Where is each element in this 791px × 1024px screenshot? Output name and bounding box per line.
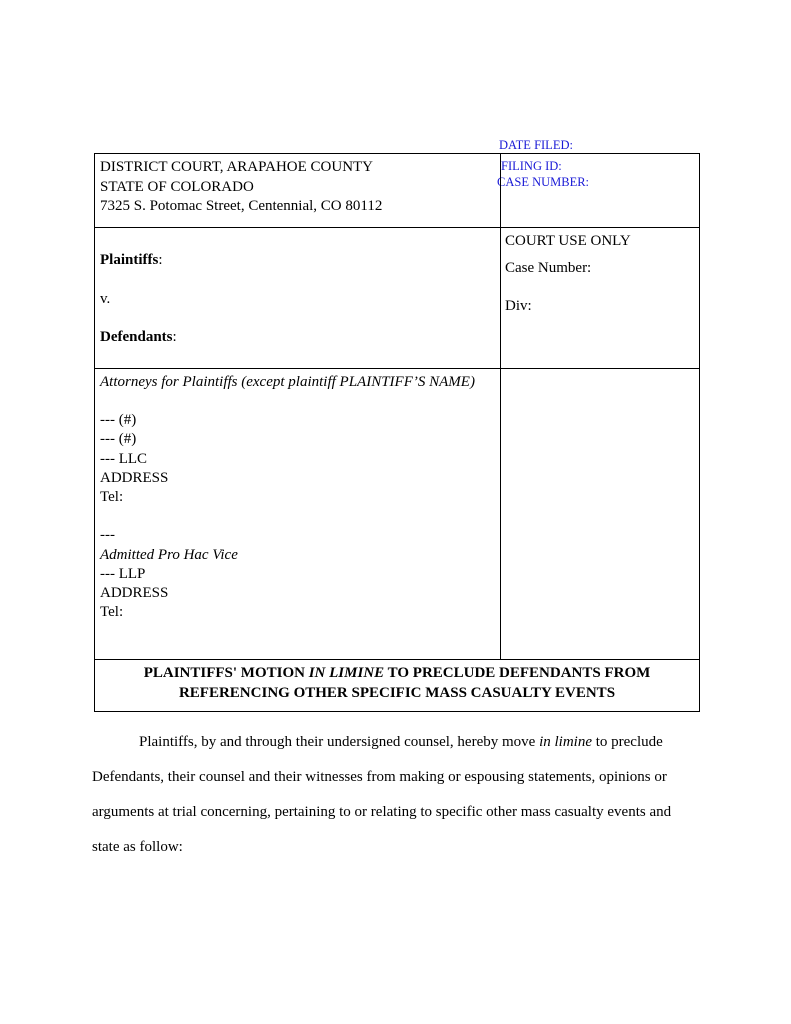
plaintiffs-label: Plaintiffs: [100, 252, 159, 268]
court-name: DISTRICT COURT, ARAPAHOE COUNTY: [100, 159, 374, 175]
body-line-1: Plaintiffs, by and through their undersigned counsel, hereby move in limine to preclude: [139, 734, 663, 750]
case-caption-box: [94, 153, 700, 712]
court-address: 7325 S. Potomac Street, Centennial, CO 80112: [100, 198, 383, 214]
motion-title-line-2: REFERENCING OTHER SPECIFIC MASS CASUALTY EVENTS: [178, 685, 616, 701]
attorney-address: ADDRESS: [100, 585, 169, 601]
date-filed-stamp: DATE FILED:: [499, 138, 573, 152]
case-number-label: Case Number:: [505, 260, 592, 276]
body-line-2: Defendants, their counsel and their witnesses from making or espousing statements, opinions or: [92, 769, 667, 785]
versus-label: v.: [100, 291, 111, 307]
court-use-only: COURT USE ONLY: [505, 233, 631, 249]
defendants-line: [100, 328, 177, 348]
filing-id-stamp: FILING ID:: [501, 159, 562, 173]
attorney-firm: --- LLC: [100, 451, 148, 467]
motion-title: [95, 663, 699, 703]
caption-divider: [95, 227, 699, 228]
plaintiffs-colon: :: [158, 252, 163, 268]
body-line-3: arguments at trial concerning, pertaining to or relating to specific other mass casualty events and: [92, 804, 672, 820]
division-label: Div:: [505, 298, 532, 314]
defendants-label: Defendants: [100, 329, 173, 345]
attorney-address: ADDRESS: [100, 470, 169, 486]
attorney-firm: --- LLP: [100, 566, 146, 582]
motion-title-line-1: PLAINTIFFS' MOTION IN LIMINE TO PRECLUDE DEFENDANTS FROM: [143, 665, 651, 681]
defendants-colon: :: [172, 329, 177, 345]
attorney-line: --- (#): [100, 431, 137, 447]
case-number-stamp: CASE NUMBER:: [497, 175, 590, 189]
attorney-line: --- (#): [100, 412, 137, 428]
body-line-4: state as follow:: [92, 839, 183, 855]
attorneys-heading: Attorneys for Plaintiffs (except plaintiff PLAINTIFF’S NAME): [100, 374, 475, 390]
court-state: STATE OF COLORADO: [100, 179, 254, 195]
plaintiffs-line: [100, 251, 163, 271]
caption-divider: [95, 659, 699, 660]
caption-column-divider: [500, 154, 501, 659]
attorney-tel: Tel:: [100, 604, 124, 620]
attorney-line: ---: [100, 527, 115, 543]
attorney-tel: Tel:: [100, 489, 124, 505]
caption-divider: [95, 368, 699, 369]
pro-hac-vice-note: Admitted Pro Hac Vice: [100, 547, 238, 563]
